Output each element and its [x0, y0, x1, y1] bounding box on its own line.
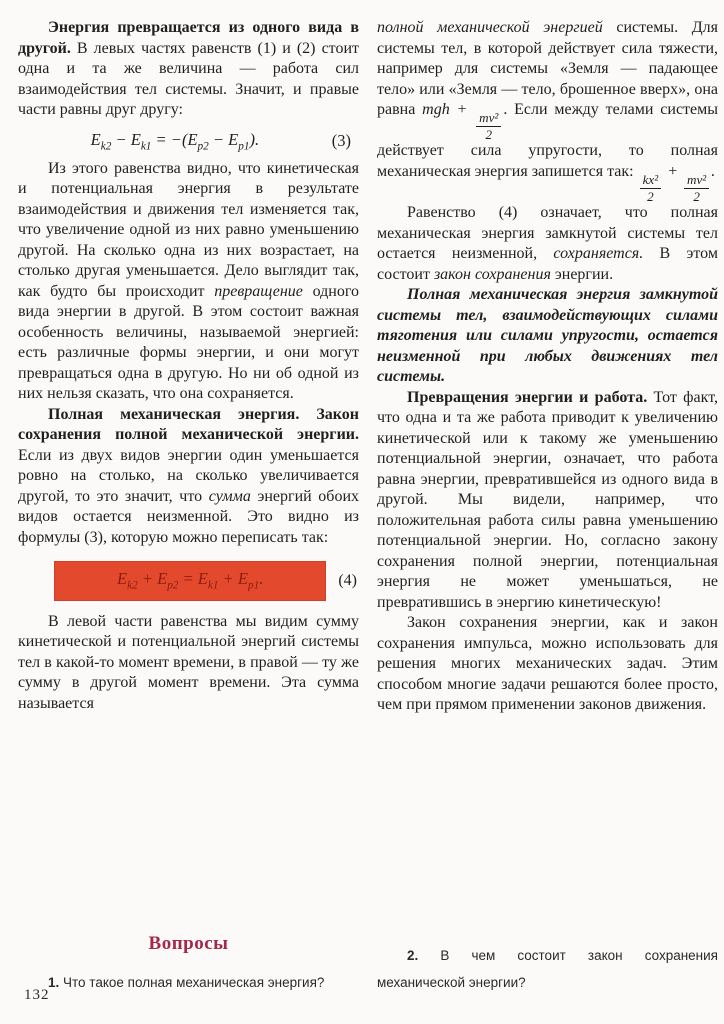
paragraph-text: Тот факт, что одна и та же работа приводит к увеличению кинетической или к такому же уменьшению потенциальной энергии, означает, что работа равна энергии, превратившейся из одного вида в другой. Мы видели, например, что положительная работа силы равна уменьшению потенциальной энергии. Но, согласно закону сохранения полной энергии, потенциальная энергия не может уменьшаться, не превратившись в энергию кинетическую!: [377, 388, 718, 611]
run-in-heading-full-energy: Полная механическая энергия. Закон сохранения полной механической энергии.: [18, 405, 359, 444]
question-2: [377, 942, 718, 996]
paragraph-text: В левых частях равенств (1) и (2) стоит одна и та же величина — работа сил взаимодействия тел системы. Значит, и правые части равны друг другу:: [18, 39, 359, 118]
paragraph-energy-and-work: [377, 388, 718, 614]
inline-formula-mgh: mgh + $\frac{\text{mv²}}{2}$: [422, 101, 503, 118]
question-1: [18, 969, 359, 996]
question-2-number: 2.: [407, 948, 419, 963]
paragraph-text: энергий обоих видов остается неизменной. Это видно из формулы (3), которую можно переписать так:: [18, 487, 360, 546]
italic-term: полной механической энергией: [377, 19, 603, 36]
paragraph-text: В этом состоит: [377, 245, 718, 283]
paragraph-text: энергии.: [550, 265, 614, 283]
paragraph-text: Из этого равенства видно, что кинетическая и потенциальная энергия в результате взаимодействия и движения тел изменяется так, что увеличение одной из них равно уменьшению другой. На сколько одна из них возрастает, на столько другая уменьшается. Дело выглядит так, как будто бы происходит: [18, 159, 359, 300]
italic-term: превращение: [214, 282, 303, 300]
paragraph-transformation: [18, 159, 359, 405]
paragraph-law-statement: [377, 285, 718, 388]
paragraph-text: В левой части равенства мы видим сумму кинетической и потенциальной энергий системы тел в какой-то момент времени, в правой — ту же сумму в другой момент времени. Эта сумма называется: [18, 612, 359, 712]
left-column: [18, 18, 359, 1024]
run-in-heading-energy-transforms: Энергия превращается из одного вида в другой.: [18, 19, 359, 57]
paragraph-text: системы. Для системы тел, в которой действует сила тяжести, например для системы «Земля — падающее тело» или «Земля — тело, брошенное вверх», она равна: [377, 19, 718, 118]
paragraph-text: Равенство (4) означает, что полная механическая энергия замкнутой системы тел остается неизменной,: [377, 204, 718, 263]
paragraph-text: Если из двух видов энергии один уменьшается ровно на столько, на сколько увеличивается другой, то это значит, что: [18, 446, 359, 505]
formula-4-number: (4): [338, 571, 357, 589]
italic-term: закон сохранения: [433, 265, 551, 283]
formula-3-row: [18, 130, 359, 152]
paragraph-full-mechanical-energy: [18, 405, 359, 549]
highlighted-formula-box: [54, 561, 326, 600]
paragraph-conservation-use: [377, 613, 718, 716]
page-number: 132: [24, 987, 50, 1003]
paragraph-energy-transforms: [18, 18, 359, 121]
paragraph-left-side-sum: [18, 612, 359, 715]
paragraph-text: Закон сохранения энергии, как и закон сохранения импульса, можно использовать для решения многих механических задач. Этим способом многие задачи решаются более просто, чем при прямом применении законов движения.: [377, 614, 718, 714]
right-column: [377, 18, 718, 1024]
questions-section: [18, 933, 359, 1024]
question-1-number: 1.: [48, 975, 60, 990]
paragraph-text: . Если между телами системы действует сила упругости, то полная механическая энергия запишется так:: [377, 101, 719, 180]
formula-3-number: (3): [331, 130, 351, 150]
questions-heading: Вопросы: [148, 933, 229, 954]
paragraph-equation-4-meaning: [377, 203, 718, 285]
paragraph-full-energy-definition: [377, 18, 718, 203]
formula-4-row: [18, 561, 359, 600]
question-2-text: В чем состоит закон сохранения механической энергии?: [377, 948, 718, 990]
formula-3: $E_{k2} - E_{k1} = -(E_{p2} - E_{p1})$.: [90, 129, 260, 152]
questions-section-right: [377, 942, 718, 1024]
two-column-layout: [18, 18, 718, 1024]
run-in-heading-energy-work: Превращения энергии и работа.: [407, 388, 648, 406]
paragraph-text: Полная механическая энергия замкнутой системы тел, взаимодействующих силами тяготения или силами упругости, остается неизменной при любых движениях тел системы.: [377, 286, 718, 386]
question-1-text: Что такое полная механическая энергия?: [59, 975, 325, 990]
paragraph-text: одного вида энергии в другой. В этом состоит важная особенность величины, называемой энергией: есть различные формы энергии, и они могут превращаться одна в другую. Но ни об одной из них нельзя сказать, что она сохраняется.: [18, 282, 360, 403]
inline-formula-kx: $\frac{\text{kx²}}{2}$ + $\frac{\text{mv²}}{2}$ .: [638, 163, 716, 180]
italic-term: сумма: [208, 487, 251, 505]
italic-term: сохраняется.: [553, 245, 644, 263]
formula-4: $E_{k2} + E_{p2} = E_{k1} + E_{p1}$.: [117, 569, 264, 592]
